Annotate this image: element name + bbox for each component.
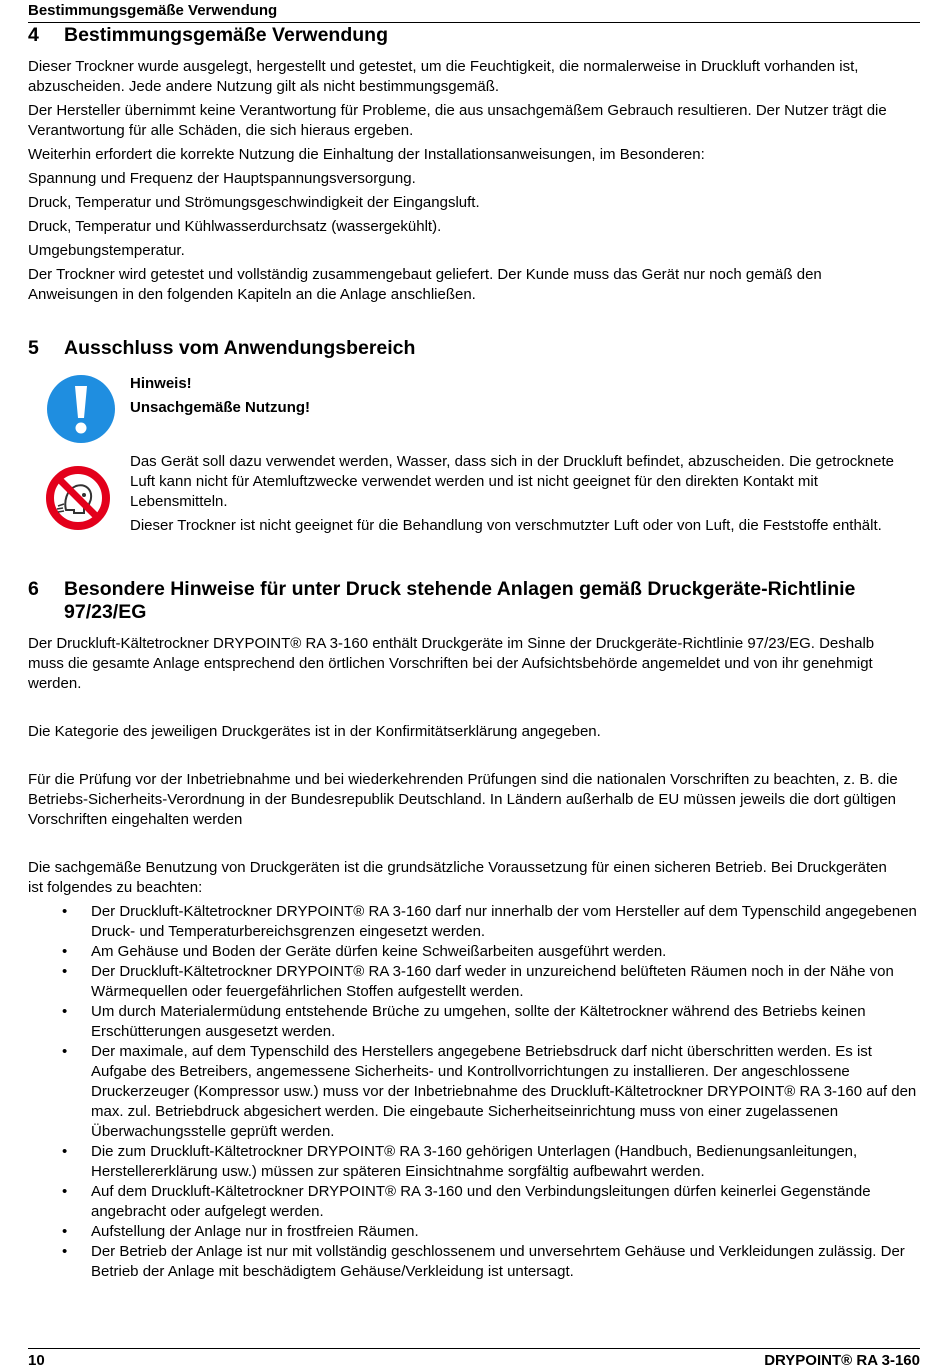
bullet-glyph: • <box>62 1243 68 1260</box>
section-5 <box>28 337 898 554</box>
notice-label: Hinweis! <box>130 375 192 392</box>
notice-subtitle: Unsachgemäße Nutzung! <box>130 399 311 416</box>
exclamation-info-icon <box>46 374 116 444</box>
running-header: Bestimmungsgemäße Verwendung <box>28 2 920 23</box>
bullet-glyph: • <box>62 1143 68 1160</box>
list-item: • Aufstellung der Anlage nur in frostfreien Räumen. <box>62 1223 419 1240</box>
paragraph: Für die Prüfung vor der Inbetriebnahme und bei wiederkehrenden Prüfungen sind die nationalen Vorschriften zu beachten, z. B. die Betriebs-Sicherheits-Verordnung in der Bundesrepublik Deutschland. In Ländern außerhalb de EU müssen jeweils die dort gültigen Vorschriften eingehalten werden <box>28 771 898 828</box>
section-title: Bestimmungsgemäße Verwendung <box>64 24 388 46</box>
section-number: 5 <box>28 337 39 359</box>
page-footer <box>28 1348 920 1370</box>
paragraph: Der Trockner wird getestet und vollständig zusammengebaut geliefert. Der Kunde muss das Gerät nur noch gemäß den Anweisungen in den folgenden Kapiteln an die Anlage anschließen. <box>28 266 822 303</box>
paragraph: Druck, Temperatur und Kühlwasserdurchsatz (wassergekühlt). <box>28 218 442 235</box>
page-number: 10 <box>28 1352 45 1369</box>
paragraph: Die Kategorie des jeweiligen Druckgerätes ist in der Konfirmitätserklärung angegeben. <box>28 723 601 740</box>
section-5-heading <box>28 337 898 360</box>
bullet-list <box>28 902 917 1282</box>
product-name: DRYPOINT® RA 3-160 <box>764 1352 920 1369</box>
document-page <box>28 0 920 1370</box>
list-item: • Die zum Druckluft-Kältetrockner DRYPOINT® RA 3-160 gehörigen Unterlagen (Handbuch, Bedienungsanleitungen, Herstellererklärung usw.) müssen zur späteren Einsichtnahme sorgfältig aufbewahrt werden. <box>62 1143 858 1180</box>
section-4-heading <box>28 24 898 47</box>
list-item: • Am Gehäuse und Boden der Geräte dürfen keine Schweißarbeiten ausgeführt werden. <box>62 943 667 960</box>
notice-heading <box>130 374 905 422</box>
list-item: • Um durch Materialermüdung entstehende Brüche zu umgehen, sollte der Kältetrockner während des Betriebs keinen Erschütterungen ausgesetzt werden. <box>62 1003 866 1040</box>
bullet-glyph: • <box>62 963 68 980</box>
list-item: • Der Betrieb der Anlage ist nur mit vollständig geschlossenem und unversehrtem Gehäuse und Verkleidungen zulässig. Der Betrieb der Anlage mit beschädigtem Gehäuse/Verkleidung ist untersagt. <box>62 1243 905 1280</box>
bullet-glyph: • <box>62 1043 68 1060</box>
paragraph: Das Gerät soll dazu verwendet werden, Wasser, dass sich in der Druckluft befindet, abzuscheiden. Die getrocknete Luft kann nicht für Atemluftzwecke verwendet werden und ist nicht geeignet für den direkten Kontakt mit Lebensmitteln. <box>130 453 894 510</box>
paragraph: Der Hersteller übernimmt keine Verantwortung für Probleme, die aus unsachgemäßem Gebrauch resultieren. Der Nutzer trägt die Verantwortung für alle Schäden, die sich hieraus ergeben. <box>28 102 887 139</box>
bullet-glyph: • <box>62 943 68 960</box>
notice-block <box>28 374 898 554</box>
list-item: • Auf dem Druckluft-Kältetrockner DRYPOINT® RA 3-160 und den Verbindungsleitungen dürfen keinerlei Gegenstände angebracht oder aufgelegt werden. <box>62 1183 871 1220</box>
section-title: Ausschluss vom Anwendungsbereich <box>64 337 416 359</box>
section-number: 6 <box>28 578 39 600</box>
list-item: • Der Druckluft-Kältetrockner DRYPOINT® RA 3-160 darf weder in unzureichend belüfteten Räumen noch in der Nähe von Wärmequellen oder feuergefährlichen Stoffen aufgestellt werden. <box>62 963 894 1000</box>
bullet-glyph: • <box>62 1003 68 1020</box>
list-item: • Der maximale, auf dem Typenschild des Herstellers angegebene Betriebsdruck darf nicht überschritten werden. Es ist Aufgabe des Betreibers, angemessene Sicherheits- und Kontrollvorrichtungen zu installieren. Der angeschlossene Druckerzeuger (Kompressor usw.) muss vor der Inbetriebnahme des Druckluft-Kältetrockner DRYPOINT® RA 3-160 auf den max. zul. Betriebdruck abgesichert werden. Die eingebaute Sicherheitseinrichtung muss von einer zugelassenen Überwachungsstelle geprüft werden. <box>62 1043 917 1140</box>
paragraph: Druck, Temperatur und Strömungsgeschwindigkeit der Eingangsluft. <box>28 194 480 211</box>
bullet-glyph: • <box>62 903 68 920</box>
bullet-glyph: • <box>62 1183 68 1200</box>
paragraph: Dieser Trockner ist nicht geeignet für die Behandlung von verschmutzter Luft oder von Luft, die Feststoffe enthält. <box>130 517 882 534</box>
paragraph: Dieser Trockner wurde ausgelegt, hergestellt und getestet, um die Feuchtigkeit, die normalerweise in Druckluft vorhanden ist, abzuscheiden. Jede andere Nutzung gilt als nicht bestimmungsgemäß. <box>28 58 859 95</box>
paragraph: Umgebungstemperatur. <box>28 242 185 259</box>
no-breathing-air-icon <box>44 464 112 532</box>
paragraph: Spannung und Frequenz der Hauptspannungsversorgung. <box>28 170 416 187</box>
list-item: • Der Druckluft-Kältetrockner DRYPOINT® RA 3-160 darf nur innerhalb der vom Hersteller auf dem Typenschild angegebenen Druck- und Temperaturbereichsgrenzen eingesetzt werden. <box>62 903 917 940</box>
section-4 <box>28 24 898 309</box>
section-number: 4 <box>28 24 39 46</box>
paragraph: Der Druckluft-Kältetrockner DRYPOINT® RA 3-160 enthält Druckgeräte im Sinne der Druckgeräte-Richtlinie 97/23/EG. Deshalb muss die gesamte Anlage entsprechend den örtlichen Vorschriften bei der Aufsichtsbehörde angemeldet und von ihr genehmigt werden. <box>28 635 875 692</box>
section-6 <box>28 578 917 1282</box>
paragraph: Die sachgemäße Benutzung von Druckgeräten ist die grundsätzliche Voraussetzung für einen sicheren Betrieb. Bei Druckgeräten ist folgendes zu beachten: <box>28 859 887 896</box>
paragraph: Weiterhin erfordert die korrekte Nutzung die Einhaltung der Installationsanweisungen, im Besonderen: <box>28 146 705 163</box>
section-title: Besondere Hinweise für unter Druck stehende Anlagen gemäß Druckgeräte-Richtlinie 97/23/EG <box>64 578 856 623</box>
bullet-glyph: • <box>62 1223 68 1240</box>
section-6-heading <box>28 578 898 624</box>
notice-body <box>130 452 905 540</box>
